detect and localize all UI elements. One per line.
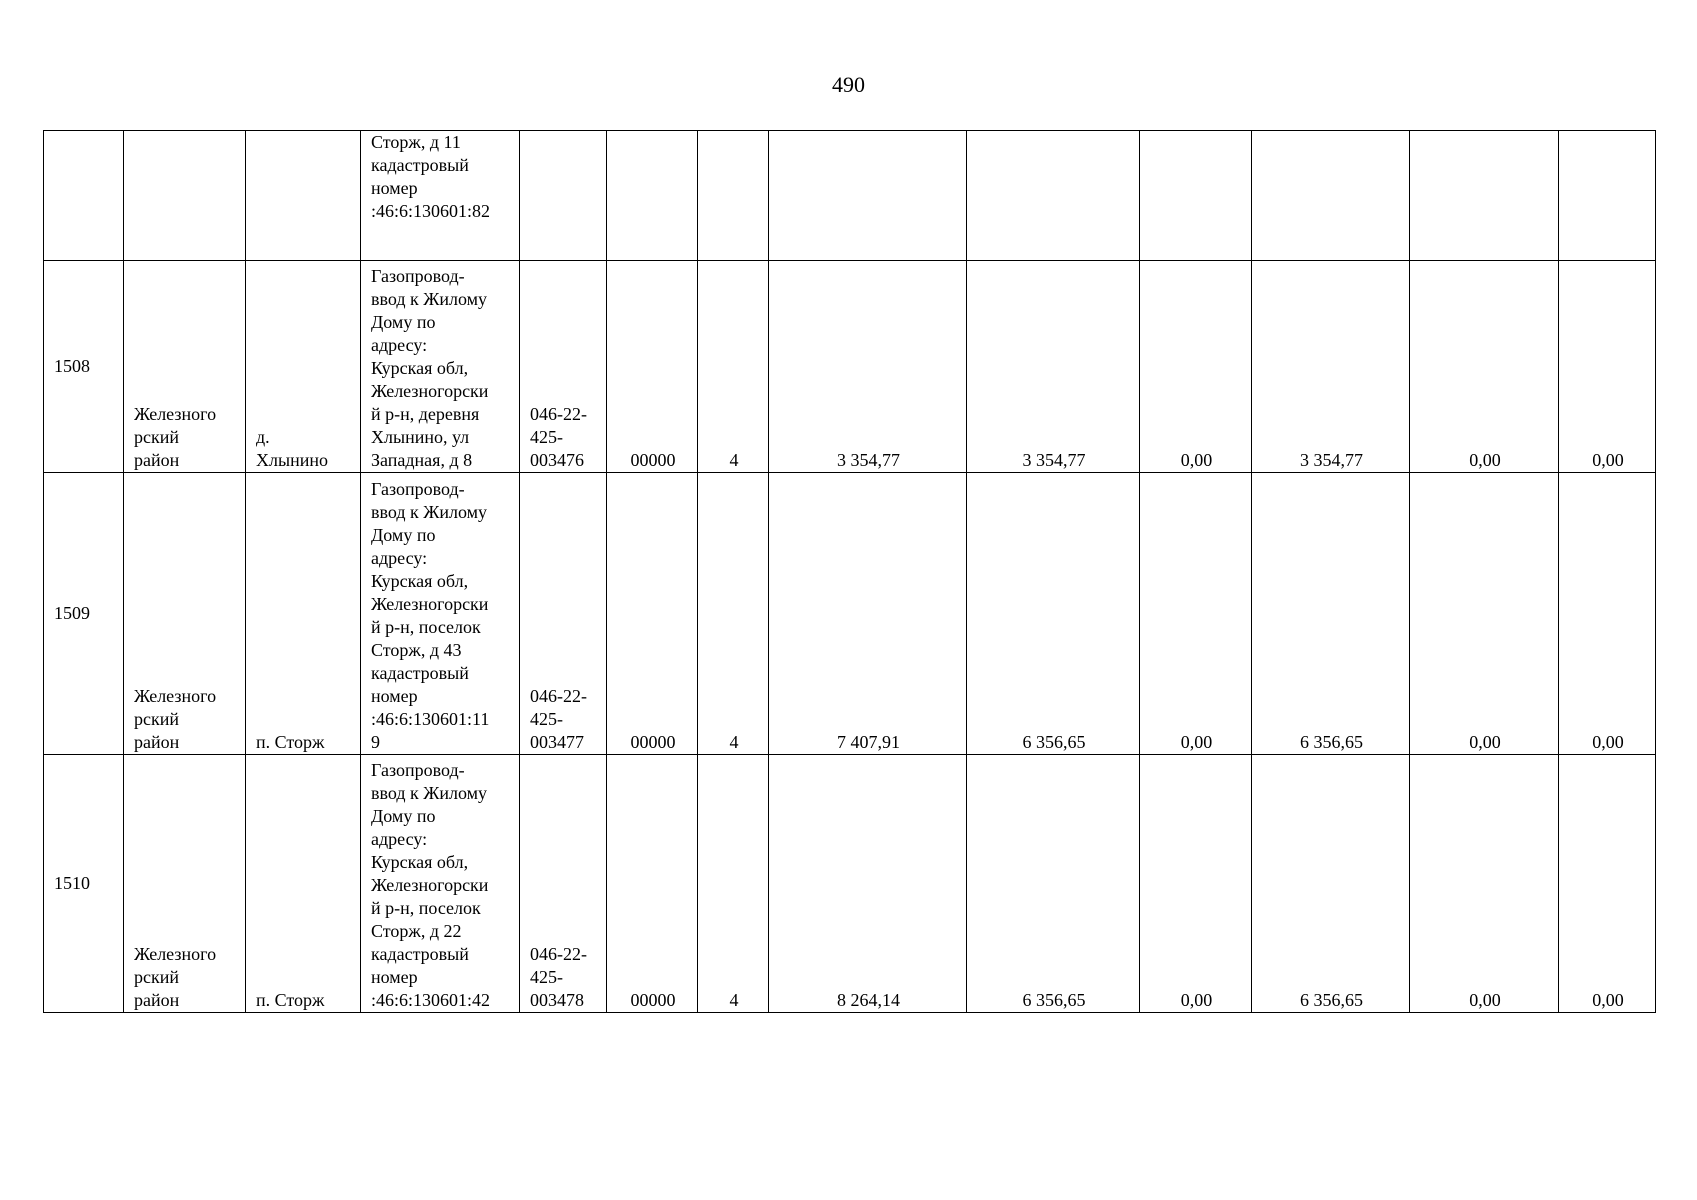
cell-c10: 0,00	[1140, 261, 1252, 473]
table-row	[44, 473, 1656, 755]
cell-c7: 4	[698, 261, 769, 473]
cell-code	[520, 131, 607, 261]
cell-c6: 00000	[607, 755, 698, 1013]
cell-c12	[1410, 131, 1559, 261]
cell-settlement: д. Хлынино	[246, 261, 361, 473]
cell-c8	[769, 131, 967, 261]
cell-description: Газопровод- ввод к Жилому Дому по адресу: Курская обл, Железногорски й р-н, деревня Хлынино, ул Западная, д 8	[361, 261, 520, 473]
cell-district: Железного рский район	[124, 473, 246, 755]
cell-c7	[698, 131, 769, 261]
cell-district	[124, 131, 246, 261]
cell-c13	[1559, 131, 1656, 261]
cell-code: 046-22- 425- 003476	[520, 261, 607, 473]
cell-district: Железного рский район	[124, 261, 246, 473]
cell-c7: 4	[698, 473, 769, 755]
table-row-continuation	[44, 131, 1656, 261]
cell-c9: 6 356,65	[967, 473, 1140, 755]
cell-description: Газопровод- ввод к Жилому Дому по адресу: Курская обл, Железногорски й р-н, поселок Сторж, д 43 кадастровый номер :46:6:130601:11 9	[361, 473, 520, 755]
table-row	[44, 261, 1656, 473]
cell-c8: 8 264,14	[769, 755, 967, 1013]
cell-c8: 3 354,77	[769, 261, 967, 473]
cell-settlement	[246, 131, 361, 261]
cell-c8: 7 407,91	[769, 473, 967, 755]
cell-code: 046-22- 425- 003477	[520, 473, 607, 755]
cell-index	[44, 131, 124, 261]
cell-index: 1509	[44, 473, 124, 755]
cell-c12: 0,00	[1410, 755, 1559, 1013]
cell-c11: 3 354,77	[1252, 261, 1410, 473]
page-number: 490	[832, 72, 865, 97]
cell-c12: 0,00	[1410, 261, 1559, 473]
cell-c6	[607, 131, 698, 261]
cell-c9: 6 356,65	[967, 755, 1140, 1013]
cell-settlement: п. Сторж	[246, 755, 361, 1013]
cell-c6: 00000	[607, 473, 698, 755]
cell-c13: 0,00	[1559, 473, 1656, 755]
cell-code: 046-22- 425- 003478	[520, 755, 607, 1013]
cell-c11: 6 356,65	[1252, 473, 1410, 755]
cell-c10: 0,00	[1140, 473, 1252, 755]
cell-c10	[1140, 131, 1252, 261]
cell-index: 1510	[44, 755, 124, 1013]
cell-description: Сторж, д 11 кадастровый номер :46:6:130601:82	[361, 131, 520, 261]
cell-c11	[1252, 131, 1410, 261]
table-row	[44, 755, 1656, 1013]
cell-c9: 3 354,77	[967, 261, 1140, 473]
cell-settlement: п. Сторж	[246, 473, 361, 755]
cell-c11: 6 356,65	[1252, 755, 1410, 1013]
register-table	[43, 130, 1656, 1013]
cell-c13: 0,00	[1559, 261, 1656, 473]
cell-c10: 0,00	[1140, 755, 1252, 1013]
cell-c12: 0,00	[1410, 473, 1559, 755]
cell-c9	[967, 131, 1140, 261]
cell-c7: 4	[698, 755, 769, 1013]
cell-district: Железного рский район	[124, 755, 246, 1013]
cell-description: Газопровод- ввод к Жилому Дому по адресу: Курская обл, Железногорски й р-н, поселок Сторж, д 22 кадастровый номер :46:6:130601:42	[361, 755, 520, 1013]
cell-index: 1508	[44, 261, 124, 473]
cell-c6: 00000	[607, 261, 698, 473]
cell-c13: 0,00	[1559, 755, 1656, 1013]
